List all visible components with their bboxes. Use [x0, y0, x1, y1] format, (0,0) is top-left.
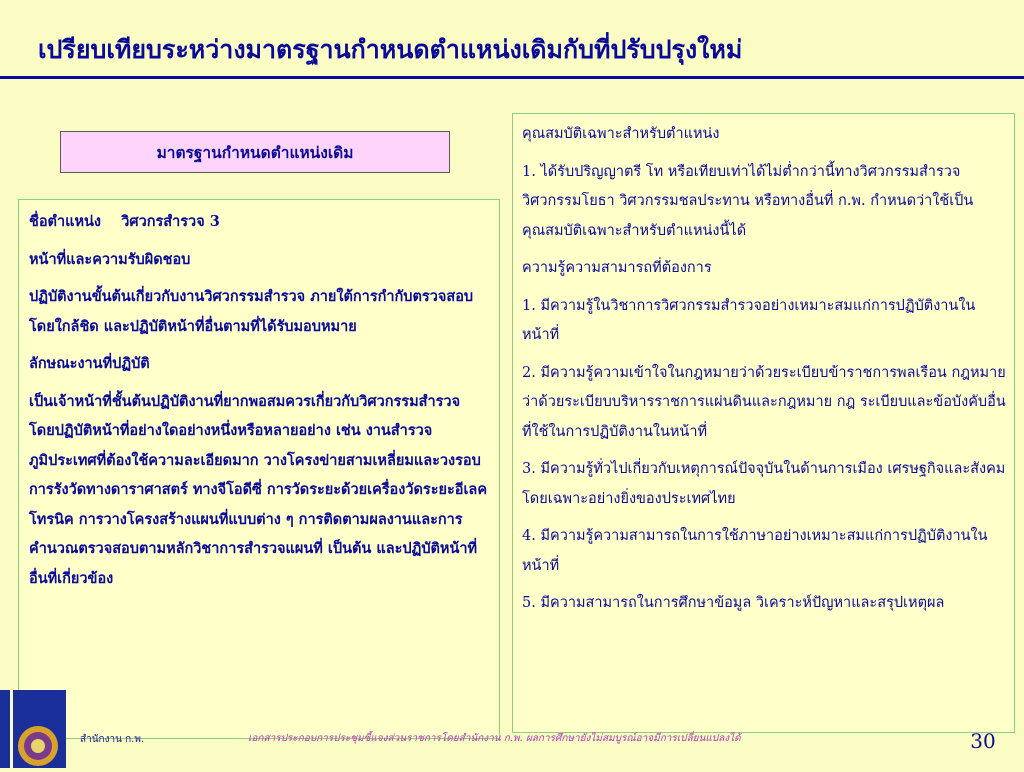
duties-text: ปฏิบัติงานขั้นต้นเกี่ยวกับงานวิศวกรรมสำรวจ ภายใต้การกำกับตรวจสอบโดยใกล้ชิด และปฏิบัติหน้าที่อื่นตามที่ได้รับมอบหมาย	[29, 288, 474, 335]
knowledge-item: 3. มีความรู้ทั่วไปเกี่ยวกับเหตุการณ์ปัจจุบันในด้านการเมือง เศรษฐกิจและสังคม โดยเฉพาะอย่างยิ่งของประเทศไทย	[522, 461, 1006, 507]
position-value: วิศวกรสำรวจ 3	[121, 213, 220, 230]
position-label: ชื่อตำแหน่ง	[29, 213, 102, 230]
slide-title: เปรียบเทียบระหว่างมาตรฐานกำหนดตำแหน่งเดิมกับที่ปรับปรุงใหม่	[38, 35, 743, 64]
footer-org-label: สำนักงาน ก.พ.	[80, 734, 145, 745]
knowledge-item: 5. มีความสามารถในการศึกษาข้อมูล วิเคราะห์ปัญหาและสรุปเหตุผล	[522, 595, 945, 611]
old-standard-header: มาตรฐานกำหนดตำแหน่งเดิม	[60, 131, 450, 173]
knowledge-item: 4. มีความรู้ความสามารถในการใช้ภาษาอย่างเหมาะสมแก่การปฏิบัติงานในหน้าที่	[522, 528, 988, 574]
qualifications-heading: คุณสมบัติเฉพาะสำหรับตำแหน่ง	[522, 126, 720, 142]
page-number: 30	[970, 729, 996, 753]
old-standard-panel	[18, 199, 500, 739]
position-line	[29, 207, 489, 237]
knowledge-item: 2. มีความรู้ความเข้าใจในกฎหมายว่าด้วยระเบียบข้าราชการพลเรือน กฎหมายว่าด้วยระเบียบบริหารราชการแผ่นดินและกฎหมาย กฎ ระเบียบและข้อบังคับอื่นที่ใช้ในการปฏิบัติงานในหน้าที่	[522, 364, 1006, 440]
title-divider	[0, 76, 1024, 79]
knowledge-item: 1. มีความรู้ในวิชาการวิศวกรรมสำรวจอย่างเหมาะสมแก่การปฏิบัติงานในหน้าที่	[522, 297, 976, 343]
ocsc-emblem-icon	[0, 690, 66, 768]
qualification-item: 1. ได้รับปริญญาตรี โท หรือเทียบเท่าได้ไม่ต่ำกว่านี้ทางวิศวกรรมสำรวจ วิศวกรรมโยธา วิศวกรรมชลประทาน หรือทางอื่นที่ ก.พ. กำหนดว่าใช้เป็นคุณสมบัติเฉพาะสำหรับตำแหน่งนี้ได้	[522, 163, 974, 239]
footer-disclaimer: เอกสารประกอบการประชุมชี้แจงส่วนราชการโดยสำนักงาน ก.พ. ผลการศึกษายังไม่สมบูรณ์อาจมีการเปลี่ยนแปลงได้	[248, 733, 741, 744]
work-heading: ลักษณะงานที่ปฏิบัติ	[29, 355, 150, 372]
qualifications-panel	[512, 113, 1015, 733]
knowledge-heading: ความรู้ความสามารถที่ต้องการ	[522, 260, 712, 276]
work-text: เป็นเจ้าหน้าที่ชั้นต้นปฏิบัติงานที่ยากพอสมควรเกี่ยวกับวิศวกรรมสำรวจ โดยปฏิบัติหน้าที่อย่างใดอย่างหนึ่งหรือหลายอย่าง เช่น งานสำรวจภูมิประเทศที่ต้องใช้ความละเอียดมาก วางโครงข่ายสามเหลี่ยมและวงรอบการรังวัดทางดาราศาสตร์ ทางจีโอดีซี่ การวัดระยะด้วยเครื่องวัดระยะอีเลคโทรนิค การวางโครงสร้างแผนที่แบบต่าง ๆ การติดตามผลงานและการคำนวณตรวจสอบตามหลักวิชาการสำรวจแผนที่ เป็นต้น และปฏิบัติหน้าที่อื่นที่เกี่ยวข้อง	[29, 392, 488, 587]
duties-heading: หน้าที่และความรับผิดชอบ	[29, 250, 191, 268]
